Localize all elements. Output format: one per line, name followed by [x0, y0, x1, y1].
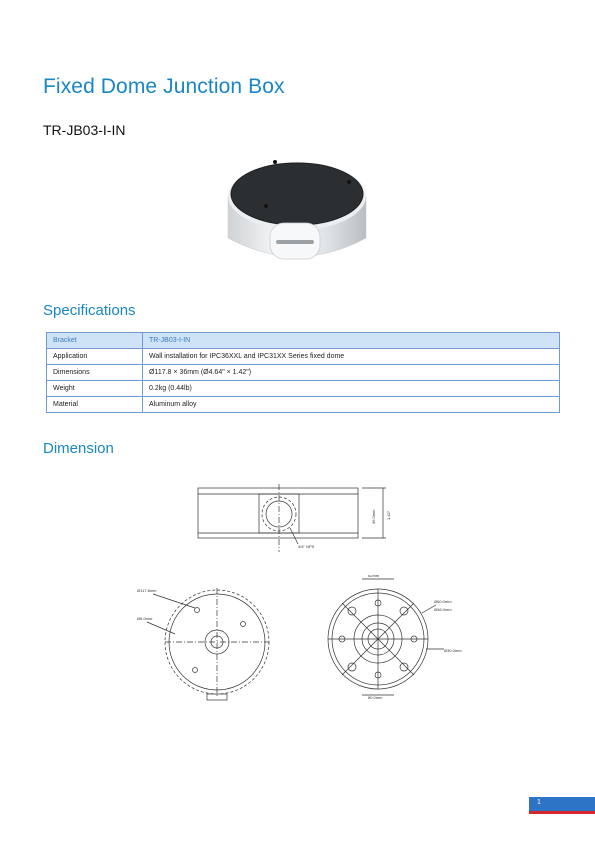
table-row — [47, 349, 560, 365]
side-view-drawing — [190, 482, 400, 557]
table-row — [47, 397, 560, 413]
page-bar-accent-line — [529, 811, 595, 814]
thread-label: 3/4" NPS — [298, 544, 315, 549]
top-view-drawing — [135, 578, 280, 703]
spec-value: 0.2kg (0.44lb) — [143, 381, 560, 397]
pcd2-label: Ø46.0mm — [434, 607, 452, 612]
spec-table — [46, 332, 560, 413]
spec-label: Weight — [47, 381, 143, 397]
table-row — [47, 381, 560, 397]
height-in-label: 1.42" — [386, 510, 391, 520]
height-mm-label: 36.0mm — [371, 509, 376, 524]
pcd1-label: Ø60.0mm — [434, 599, 452, 604]
diameter-label: Ø117.8mm — [137, 588, 157, 593]
spec-value: Aluminum alloy — [143, 397, 560, 413]
bottom-view-drawing — [322, 575, 462, 700]
spec-label: Dimensions — [47, 365, 143, 381]
spec-value: Ø117.8 × 36mm (Ø4.64" × 1.42") — [143, 365, 560, 381]
spec-header-value: TR-JB03-I-IN — [143, 333, 560, 349]
spec-label: Application — [47, 349, 143, 365]
spec-label: Material — [47, 397, 143, 413]
side-mm-label: 62mm — [368, 575, 380, 578]
page-number: 1 — [537, 799, 541, 806]
hole-label: Ø6.0mm — [137, 616, 153, 621]
model-number: TR-JB03-I-IN — [43, 122, 126, 138]
center-hole-label: Ø30.0mm — [444, 648, 462, 653]
spec-header-label: Bracket — [47, 333, 143, 349]
table-row — [47, 365, 560, 381]
product-image — [222, 150, 372, 275]
width-mm-label: 80.0mm — [368, 695, 383, 700]
spec-value: Wall installation for IPC36XXL and IPC31XX Series fixed dome — [143, 349, 560, 365]
dimension-heading: Dimension — [43, 440, 114, 457]
page-title: Fixed Dome Junction Box — [43, 75, 285, 98]
spec-table-header — [47, 333, 560, 349]
specifications-heading: Specifications — [43, 302, 136, 319]
